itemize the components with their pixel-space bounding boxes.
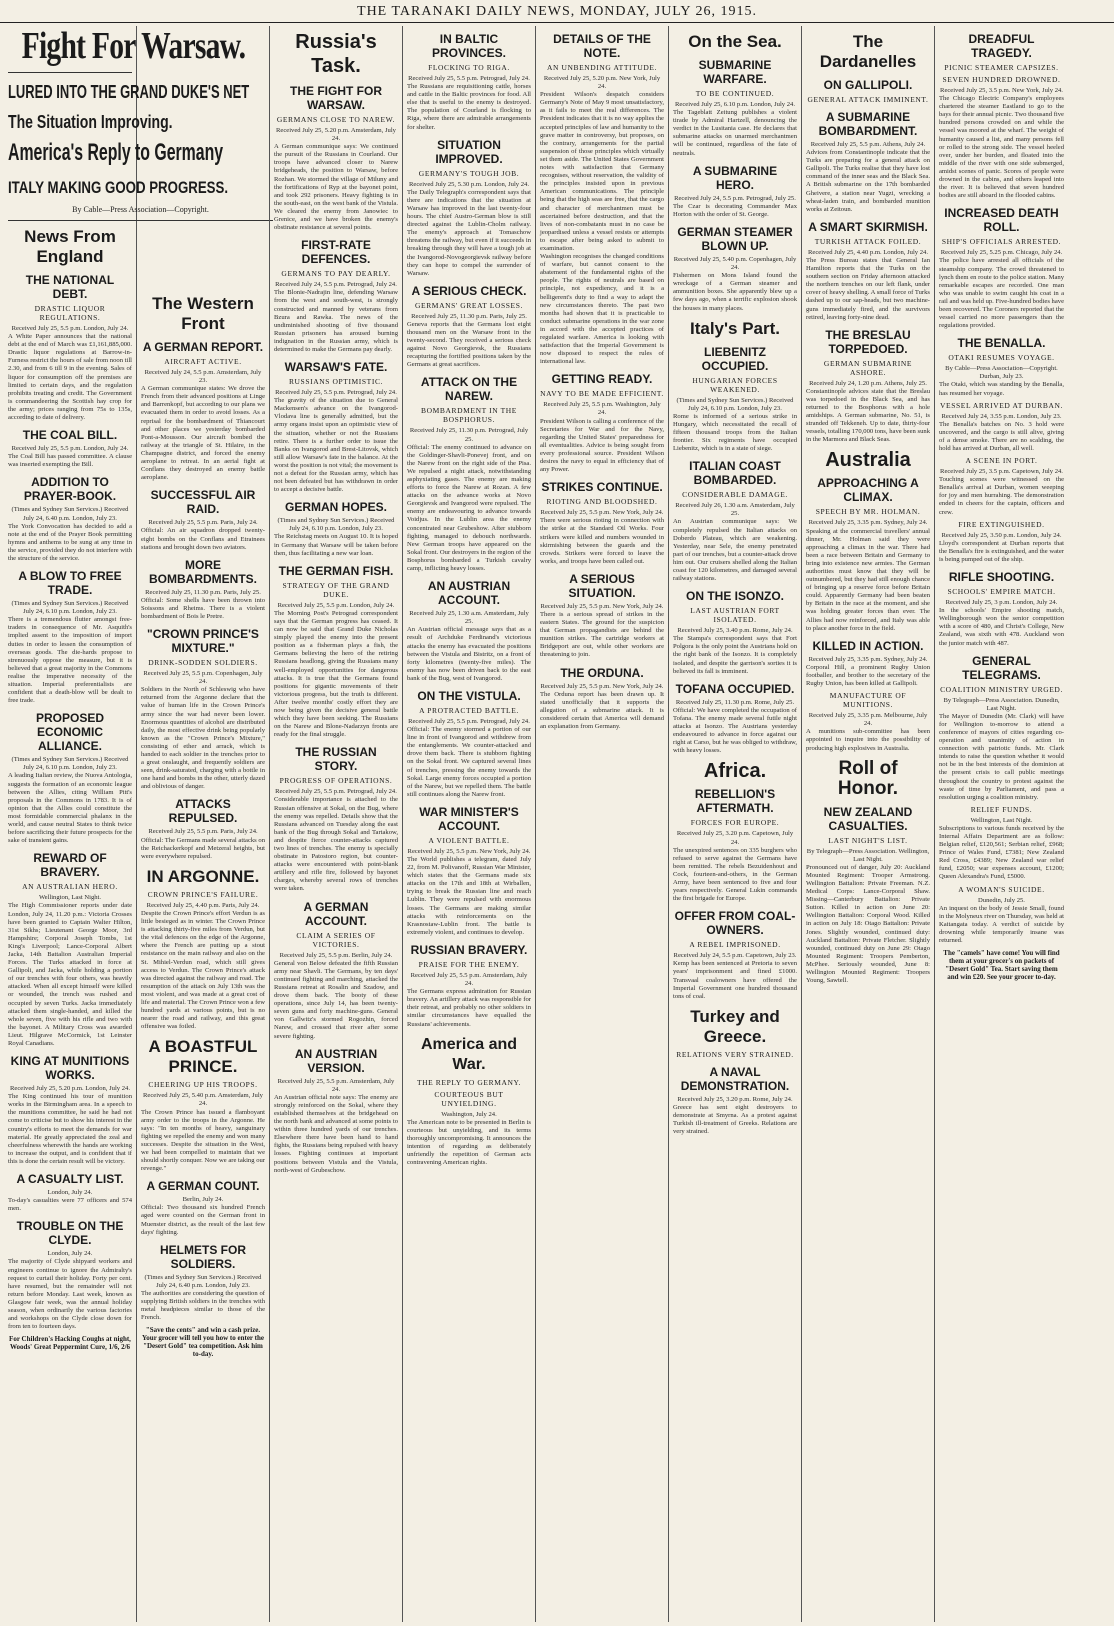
dateline: Received July 25, 5.5 p.m. Washington, July 24. <box>543 401 661 417</box>
section-title: Australia <box>825 449 911 472</box>
article-body: The World publishes a telegram, dated July 22, from M. Polivanoff, Russian War Minister, which states that the Germans made six attacks on the 17th and 18th at Wirballen, trying to break the Russian line and reach Lublin. They were repulsed with enormous losses. The Germans are making similar attacks with reinforcements on the Krasnostaw-Lublin front. The battle is extremely violent, and continues to develop. <box>407 856 531 936</box>
dateline: Received July 25, 5.40 p.m. Amsterdam, July 24. <box>143 1092 263 1108</box>
article-headline: THE NATIONAL DEBT. <box>25 273 115 301</box>
article-body: The Daily Telegraph's correspondent says that there are indications that the situation at Warsaw has improved in the last twenty-four hours. The chief Austro-German blow is still directed against the Lublin-Cholm railway. The enemy's approach at Tomaschow threatens the railway, but even if it succeeds in breaking through they will have a tough job at the Ivangorod-Novogeorgievsk railway before they can hope to compel the surrender of Warsaw. <box>407 188 531 277</box>
article-subhead: TO BE CONTINUED. <box>695 89 775 98</box>
article-subhead: FORCES FOR EUROPE. <box>690 818 780 828</box>
lead-deck-4: ITALY MAKING GOOD PROGRESS. <box>8 178 229 197</box>
article-subhead: VESSEL ARRIVED AT DURBAN. <box>940 400 1063 410</box>
dateline: Received July 25, 5.20 p.m. London, July 24. <box>10 1085 130 1093</box>
dateline: (Times and Sydney Sun Services.) Received July 24, 6.40 p.m. London, July 23. <box>144 1273 262 1289</box>
article-headline: GERMAN STEAMER BLOWN UP. <box>677 224 793 253</box>
dateline: Received July 25, 5.40 p.m. Copenhagen, July 24. <box>673 255 797 272</box>
article-body: Kemp has been sentenced at Pretoria to seven years' imprisonment and fined £1000. Transvaal coalowners have offered the Imperial Government one hundred thousand tons of coal. <box>673 960 797 1000</box>
article-body: Official: The Germans made several attacks on the Reichackerkopf and Metzeral heights, but were everywhere repulsed. <box>141 836 265 860</box>
section-title: America and War. <box>420 1035 518 1073</box>
dateline: Received July 25, 3 p.m. London, July 24. <box>945 599 1058 607</box>
dateline: Received July 25, 5.5 p.m. Petrograd, July 24. <box>275 389 397 397</box>
dateline: Received July 25, 5.20 p.m. Amsterdam, July 24. <box>276 127 396 143</box>
article-headline: SUBMARINE WARFARE. <box>698 58 772 86</box>
article-subhead: LAST AUSTRIAN FORT ISOLATED. <box>690 606 780 625</box>
article-subhead: GERMANY'S TOUGH JOB. <box>418 168 520 178</box>
article-body: Official: The enemy continued to advance on the Goldinger-Shavli-Ponevej front, and on the Narew front on the right side of the Pisa. We repulsed a night attack, notwithstanding asphyxiating gases. The enemy are making efforts to force the Narew at Rozan. A few attacks on the advance works at Novo Georgievsk and Ivangorod were repulsed. The enemy are endeavouring to advance towards Voidjus. In the Lublin area the enemy concentrated near Grubeshow. After stubborn fighting, managed to debouch northwards. New German troops have appeared on the Sokal front. Our destroyers in the region of the Bosphorus bombarded a Turkish cavalry camp, inflicting heavy losses. <box>407 443 531 573</box>
article-headline: "CROWN PRINCE'S MIXTURE." <box>147 627 259 656</box>
article-headline: ON THE VISTULA. <box>417 688 521 703</box>
lead-deck-2: The Situation Improving. <box>8 112 173 132</box>
article-headline: OFFER FROM COAL-OWNERS. <box>674 909 796 938</box>
article-headline: A BOASTFUL PRINCE. <box>148 1037 258 1077</box>
article-body: There were serious rioting in connection with the strike at the Standard Oil Works. Four strikers were killed and numbers wounded in skirmishing between the guards and the crowds. Strikers were forced to leave the works, and troops have been called out. <box>540 517 664 565</box>
article-body: The Benalla's batches on No. 3 hold were uncovered, and the cargo is still alive, giving of a dense smoke. There are no scalding, the hold has arrived at Durban, all well. <box>939 420 1064 452</box>
article-headline: ATTACKS REPULSED. <box>168 797 238 826</box>
dateline: Received July 25, 5.25 p.m. Chicago, July 24. <box>940 249 1063 257</box>
dateline: Received July 25, 5.5 p.m. Petrograd, July 24. <box>275 788 397 796</box>
article-subhead: A SCENE IN PORT. <box>965 456 1038 466</box>
dateline: Dunedin, July 25. <box>978 896 1025 904</box>
column-6 <box>669 26 802 1622</box>
dateline: Received July 25, 4.40 p.m. Paris, July 24. <box>146 901 260 909</box>
article-body: The authorities are considering the question of supplying British soldiers in the trenches with metal headpieces similar to those of the French. <box>141 1289 265 1322</box>
article-subhead: SPEECH BY MR. HOLMAN. <box>815 507 921 517</box>
dateline: By Cable—Press Association—Copyright. Durban, July 23. <box>945 365 1058 381</box>
article-body: Fishermen on Mons Island found the wreckage of a German steamer and ammunition boxes. She apparently blew up a few days ago, when a terrific explosion shook the houses in many places. <box>673 272 797 312</box>
dateline: Received July 25, 3.5 p.m. New York, July 24. <box>940 87 1063 94</box>
article-headline: INCREASED DEATH ROLL. <box>944 206 1059 235</box>
dateline: Received July 25, 5.5 p.m. Paris, July 24. <box>148 519 258 527</box>
article-headline: AN AUSTRIAN ACCOUNT. <box>427 579 511 608</box>
dateline: Received July 25, 5.5 p.m. London, July 24. <box>11 325 129 332</box>
article-body: A White Paper announces that the national debt at the end of March was £1,161,885,000. Drastic liquor regulations at Barrow-in-Furness restrict the hours of sale from noon till 2.30, and from 6 till 9 in the evening. Sales of liquor for consumption off the premises are limited to certain days, and the regulation prohibits treating and credit. The Government is commandeering the Scottish hay crop for the army; prices ranging from 75s to 135s, according to date of delivery. <box>8 333 132 422</box>
article-body: Advices from Constantinople indicate that the Turks are preparing for a general attack on Gallipoli. The Turks realise that they have lost command of the inner seas and the Black Sea. A British submarine on the 17th bombarded Gheivere, a station near Yugzi, wrecking a wheat-laden train, and bombarded munition works at Zeitoun. <box>806 149 930 213</box>
article-subhead: OTAKI RESUMES VOYAGE. <box>948 353 1055 363</box>
article-body: Pronounced out of danger, July 20: Auckland Mounted Regiment: Trooper Armstrong. Wellington Battalion: Private Freeman. N.Z. Medical Corps: Lance-Corporal Shaw. Missing—Canterbury Battalion: Private Sutton. Killed in action on June 20: Wellington Battalion: Corporal Wood. Killed in action on July 18: Otago Battalion: Private Jones. Slightly wounded, continued duty: Auckland Battalion: Private Fletcher. Slightly wounded, continued duty on June 29: Otago Mounted Regiment: Troopers Pemberton, McPhee. Seriously wounded, June 8: Wellington Mounted Regiment: Troopers Young, Sawtell. <box>806 863 930 985</box>
dateline: Received July 25, 5.5 p.m. New York, July 24. <box>540 682 664 690</box>
dateline: Received July 25, 11.30 p.m. Paris, July 25. <box>145 588 261 596</box>
article-headline: THE RUSSIAN STORY. <box>295 745 377 774</box>
article-subhead: COALITION MINISTRY URGED. <box>940 684 1063 694</box>
dateline: Received July 25, 3.5 p.m. Capetown, July 24. <box>940 468 1063 476</box>
article-headline: A GERMAN COUNT. <box>146 1179 260 1194</box>
article-subhead: DRINK-SODDEN SOLDIERS. <box>148 658 258 668</box>
article-body: The High Commissioner reports under date London, July 24, 11.20 p.m.: Victoria Crosses have been granted to Captain Walter Hilton, 31st Sikhs; Lieutenant George Moor, 3rd Hampshire; Corporal Joseph Tombs, 1st King's Liverpool; Lance-Corporal Albert Jacka, 14th Battalion Australian Imperial Forces. The Turks attacked in force at Gallipoli, and Jacka, while holding a portion of our trenches with four others, was heavily attacked. When all except himself were killed or wounded, the trench was rushed and occupied by seven Turks. Jacka immediately attacked them single-handed, and killed the whole seven, five with his rifle and two with the bayonet. A Military Cross was awarded Lieut. Hilgrave McCormick, 1st Leinster Royal Canadians. <box>8 902 132 1047</box>
dateline: Received July 25, 11.30 p.m. Rome, July 25. <box>675 698 795 706</box>
dateline: Received July 25, 4.40 p.m. London, July 24. <box>808 248 928 256</box>
article-subhead: CROWN PRINCE'S FAILURE. <box>147 889 259 899</box>
article-body: The Chicago Electric Company's employees chartered the steamer Eastland to go to the bays for their annual picnic. Two thousand five hundred persons crowded on and while the vessel was moored at the wharf. The weight of humanity caused a list, and many persons fell or rolled to the strong side. The vessel heeled over, under her burden, and floated into the middle of the river with one side submerged, amidst scenes of panic. Scores of people were drowned in the cabins, and others leaped into the river. It is believed that seven hundred bodies are still aboard in the flooded cabins. <box>939 95 1064 200</box>
dateline: Received July 24, 1.20 p.m. Athens, July 25. <box>809 379 927 387</box>
dateline: Received July 25, 11.30 p.m. Paris, July 25. <box>411 312 527 320</box>
column-5 <box>536 26 669 1622</box>
dateline: Received July 25, 1.30 a.m. Amsterdam, July 25. <box>409 610 529 626</box>
dateline: Received July 25, 5.5 p.m. London, July 24. <box>11 445 129 453</box>
article-headline: SITUATION IMPROVED. <box>435 137 503 166</box>
article-body: General von Below defeated the fifth Russian army near Shavli. The Germans, by ten days' continued fighting and marching, attacked the Russians retreat at Rosalin and Szadow, and drove them back. The booty of these operations, since July 14, has been twenty-seven guns and forty machine-guns. General von Gallwitz's stormed Rogozhin, forced Narew, and crossed that river after some severe fighting. <box>274 959 398 1040</box>
article-body: Lloyd's correspondent at Durban reports that the Benalla's fire is extinguished, and the water is being pumped out of the ship. <box>939 539 1064 563</box>
article-subhead: NAVY TO BE MADE EFFICIENT. <box>540 389 664 399</box>
article-body: The Czar is decorating Commander Max Horton with the order of St. George. <box>673 202 797 218</box>
article-body: Rome is informed of a serious strike in Hungary, which necessitated the recall of fifteen thousand troops from the Italian frontier. Six regiments have occupied Liebenitz, which is in a state of siege. <box>673 412 797 453</box>
article-subhead: PROGRESS OF OPERATIONS. <box>279 776 393 786</box>
article-body: Official: An air squadron dropped twenty-eight bombs on the Conflans and Etrainees stations and brought down two aviators. <box>141 527 265 551</box>
column-4 <box>403 26 536 1622</box>
article-headline: RUSSIAN BRAVERY. <box>410 942 528 957</box>
article-body: Washington recognises the changed conditions of warfare, but cannot consent to the abatement of the fundamental rights of the people. The rights of neutrals are based on principle, not expediency, and it is a belligerent's duty to find a way to adapt the new circumstances thereto. The past two months had shown that it is practicable to conduct submarine operations in the war zone in accord with the accepted practices of regulated warfare. America is looking with satisfaction that the Imperial Government is now disposed to respect the rules of international law. <box>540 253 664 366</box>
article-body: There is a serious spread of strikes in the eastern States. The ground for the suspicion that German propagandists are behind the munition strikes. The cartridge workers at Bridgeport are out, while other workers are threatening to join. <box>540 610 664 659</box>
article-body: There is a tremendous flutter amongst free-traders in consequence of Mr. Asquith's implied assent to the imposition of import duties in order to lessen the consumption of overseas goods. The die-hards propose to strenuously oppose the measure, but it is believed that a great majority in the Commons realise the imperative necessity of the situation. Imperial preferentialists are confident that a death-blow will be dealt to free trade. <box>8 616 132 705</box>
article-subhead: THE REPLY TO GERMANY. <box>416 1077 522 1087</box>
article-headline: GERMAN HOPES. <box>284 500 387 515</box>
section-title: On the Sea. <box>688 32 782 51</box>
article-subhead: GERMANS CLOSE TO NAREW. <box>276 115 396 124</box>
section-title: Africa. <box>703 760 767 783</box>
dateline: Received July 25, 5.5 p.m. New York, July 24. <box>540 602 664 610</box>
article-headline: NEW ZEALAND CASUALTIES. <box>823 804 913 833</box>
article-headline: THE ORDUNA. <box>560 665 644 680</box>
article-body: To-day's casualties were 77 officers and 574 men. <box>8 1197 132 1213</box>
lead-deck-1: LURED INTO THE GRAND DUKE'S NET <box>8 82 250 102</box>
dateline: Received July 25, 5.5 p.m. Amsterdam, July 24. <box>277 1077 395 1093</box>
article-headline: STRIKES CONTINUE. <box>541 480 663 495</box>
article-headline: TROUBLE ON THE CLYDE. <box>16 1219 124 1248</box>
article-body: The majority of Clyde shipyard workers and engineers continue to ignore the Admiralty's request to curtail their holiday. Forty per cent. have resumed, but the remainder will not return before Monday. Last week, known as Glasgow fair week, was the annual holiday season, when ordinarily the various factories and workshops on the Clyde close down for from ten to fourteen days. <box>8 1258 132 1331</box>
article-body: A munitions sub-committee has been appointed to inquire into the possibility of producing high explosives in Australia. <box>806 728 930 752</box>
article-subhead: FLOCKING TO RIGA. <box>428 63 510 72</box>
dateline: Received July 25, 5.20 p.m. New York, July 24. <box>543 75 661 91</box>
dateline: London, July 24. <box>47 1189 93 1197</box>
lead-deck-3: America's Reply to Germany <box>8 139 224 166</box>
article-subhead: FIRE EXTINGUISHED. <box>958 519 1045 529</box>
article-subhead: GERMAN SUBMARINE ASHORE. <box>823 358 913 377</box>
article-body: Official: Two thousand six hundred French aged were counted on the German front in Muenster district, as the result of the last few days' fighting. <box>141 1204 265 1236</box>
article-body: The Russians are requisitioning cattle, horses and cattle in the Baltic provinces for food. All else that is useful to the enemy is destroyed. The population of Courland is flocking to Riga, where there are admirable arrangements for shelter. <box>407 83 531 131</box>
article-subhead: A REBEL IMPRISONED. <box>689 940 781 950</box>
section-title: Roll of Honor. <box>837 757 899 799</box>
dateline: Received July 25, 6.10 p.m. London, July 24. <box>675 101 795 108</box>
article-headline: ITALIAN COAST BOMBARDED. <box>689 459 781 488</box>
article-body: An Austrian official message says that as a result of Archduke Ferdinand's victorious attacks the enemy has evacuated the positions between the Vistula and Bistritz, on a front of forty kilometres (twenty-five miles). The enemy has now been driven back to the east bank of the Bug, west of Ivangorod. <box>407 626 531 682</box>
article-headline: REBELLION'S AFTERMATH. <box>694 787 776 816</box>
article-headline: THE FIGHT FOR WARSAW. <box>290 84 382 112</box>
dateline: Received July 24, 5.5 p.m. Petrograd, July 24. <box>275 281 397 289</box>
article-body: Constantinople advices state that the Breslau was torpedoed in the Black Sea, and has returned to the Bosphorus with a hole amidships. A German submarine, No. 51, is stranded off Tekkeneh. Up to date, thirty-four vessels, totalling 170,000 tons, have been sunk in the Marmora and Black Seas. <box>806 387 930 444</box>
article-headline: DETAILS OF THE NOTE. <box>553 32 651 60</box>
article-headline: THE BENALLA. <box>957 336 1046 351</box>
article-body: Greece has sent eight destroyers to demonstrate at Smyrna. As a protest against Turkish ill-treatment of Greeks. Relations are very strained. <box>673 1103 797 1136</box>
article-body: A leading Italian review, the Nuova Antologia, suggests the formation of an economic league between the Allies, citing William Pitt's proposals in the Commons in 1783. It is of opinion that the Allies could constitute the most formidable commercial phalanx in the world, and cause neutral States to think twice before sacrificing their future prospects for the sake of transient gains. <box>8 772 132 845</box>
dateline: (Times and Sydney Sun Services.) Received July 24, 6.40 p.m. London, July 23. <box>11 506 129 522</box>
article-headline: ADDITION TO PRAYER-BOOK. <box>23 475 117 504</box>
article-body: The Stampa's correspondent says that Fort Polgora is the only point the Austrians hold on the right bank of the Isonzo. It is completely isolated, and despite the garrison's sorties it is believed its fall is imminent. <box>673 635 797 675</box>
article-body: Official: The enemy stormed a portion of our line in front of Ivangorod and withdrew from the entanglements. We counter-attacked and drove them back. There is stubborn fighting on the Sokal front. We captured several lines of trenches, pressing the enemy towards the Sokal. Large enemy forces occupied a portion of the Narew, but we repelled them. The battle still continues along the Narew front. <box>407 726 531 798</box>
article-subhead: COURTEOUS BUT UNYIELDING. <box>434 1089 504 1108</box>
article-subhead: STRATEGY OF THE GRAND DUKE. <box>282 580 390 599</box>
article-subhead: CHEERING UP HIS TROOPS. <box>148 1080 258 1090</box>
article-body: The Otaki, which was standing by the Benalla, has resumed her voyage. <box>939 381 1064 397</box>
article-subhead: A WOMAN'S SUICIDE. <box>958 884 1045 894</box>
divider <box>8 72 132 73</box>
article-headline: A GERMAN ACCOUNT. <box>303 899 369 928</box>
article-subhead: CONSIDERABLE DAMAGE. <box>682 490 788 500</box>
dateline: Wellington, Last Night. <box>38 894 102 902</box>
article-body: The Blonie-Nadrajin line, defending Warsaw from the west and south-west, is strongly constructed and manned by veterans from Bzura and Rawka. The news of the undiminished shooting of five thousand Russian prisoners has aroused burning indignation in the Russian army, which is determined to make the Germans pay dearly. <box>274 289 398 353</box>
article-headline: HELMETS FOR SOLDIERS. <box>160 1242 246 1271</box>
dateline: Received July 25, 5.5 p.m. Berlin, July 24. <box>279 951 393 959</box>
article-body: Geneva reports that the Germans lost eight thousand men on the Warsaw front in the twenty-second. They received a serious check against Novo Georgievsk, the Russians recapturing the fortified positions taken by the Germans at great sacrifices. <box>407 320 531 369</box>
article-subhead: A PROTRACTED BATTLE. <box>419 705 519 715</box>
article-body: The police have arrested all officials of the steamship company. The crowd threatened to lynch them en route to the police station. Many remarkable escapes are recorded. One man who was unable to swim caught his coat in a rail and was held up. Five-hundred bodies have been recovered. The Coroners reported that the vessel carried no more passengers than the regulations provided. <box>939 257 1064 330</box>
article-headline: GENERAL TELEGRAMS. <box>962 653 1041 682</box>
article-subhead: SCHOOLS' EMPIRE MATCH. <box>947 587 1056 597</box>
dateline: Received July 25, 3.20 p.m. Capetown, July 24. <box>676 830 794 846</box>
dateline: Received July 24, 5.5 p.m. Capetown, July 23. <box>673 952 797 960</box>
section-title: Turkey and Greece. <box>690 1006 780 1046</box>
article-subhead: CLAIM A SERIES OF VICTORIES. <box>296 930 376 949</box>
section-title: Italy's Part. <box>689 318 781 338</box>
article-headline: TOFANA OCCUPIED. <box>675 681 795 696</box>
dateline: Received July 25, 5.5 p.m. London, July 24. <box>277 601 395 609</box>
article-headline: A NAVAL DEMONSTRATION. <box>680 1064 790 1093</box>
dateline: Received July 25, 5.5 p.m. New York, July 24. <box>540 509 664 517</box>
article-body: The American note to be presented in Berlin is courteous but unyielding, and its terms thoroughly uncompromising. It announces the intention of regarding as deliberately unfriendly the repetition of German acts contravening American rights. <box>407 1118 531 1167</box>
article-subhead: HUNGARIAN FORCES WEAKENED. <box>692 375 778 394</box>
dateline: Received July 26, 1.30 a.m. Amsterdam, July 25. <box>675 502 795 518</box>
article-subhead: A VIOLENT BATTLE. <box>428 835 510 845</box>
article-subhead: AN UNBENDING ATTITUDE. <box>546 63 658 72</box>
dateline: (Times and Sydney Sun Services.) Received July 24, 6.10 p.m. London, July 23. <box>11 756 129 772</box>
lead-byline: By Cable—Press Association—Copyright. <box>72 205 209 214</box>
article-headline: THE BRESLAU TORPEDOED. <box>825 327 911 356</box>
dateline: Received July 25, 5.5 p.m. Petrograd, July 24. <box>408 75 530 82</box>
advertisement: For Children's Hacking Coughs at night, Woods' Great Peppermint Cure, 1/6, 2/6 <box>9 1335 131 1352</box>
article-headline: A GERMAN REPORT. <box>142 340 264 354</box>
article-subhead: RIOTING AND BLOODSHED. <box>546 497 658 507</box>
dateline: Received July 25, 3.35 p.m. Melbourne, July 24. <box>808 712 928 728</box>
dateline: Received July 25, 5.30 p.m. London, July 24. <box>409 180 529 188</box>
article-headline: ON THE ISONZO. <box>685 589 784 604</box>
article-headline: REWARD OF BRAVERY. <box>33 851 107 880</box>
article-subhead: AIRCRAFT ACTIVE. <box>164 357 242 366</box>
article-body: The Germans express admiration for Russian bravery. An artillery attack was responsible for their retreat, and probably no other soldiers in similar circumstances have equalled the Russians' achievements. <box>407 988 531 1028</box>
article-body: Speaking at the commercial travellers' annual dinner, Mr. Holman said they were approaching a climax in the war. There had been a race between Britain and Germany to bring into existence new armies. The German authorities must know that they will be outnumbered, but they had still enough chance of bringing up a reserve force before Britain could. Apparently Germany had been beaten by Britain in the race at the moment, and she was holding greater forces than ever. The Allies had now reinforced, and Italy was able to place another force in the field. <box>806 527 930 632</box>
dateline: (Times and Sydney Sun Services.) Received July 24, 6.10 p.m. London, July 23. <box>277 517 395 533</box>
article-body: President Wilson's despatch considers Germany's Note of May 9 most unsatisfactory, as it fails to meet the real differences. The President indicates that it is no way applies the accepted principles of law and humanity to the grave matter in controversy, but proposes, on the contrary, arrangements for the partial suspension of those principles which virtually set them aside. The United States Government notes with satisfaction that Germany recognises, without reservation, the validity of the principles insisted upon in previous American communications. The principle being that the high seas are free, that the cargo and character of merchantmen must be ascertained before destruction, and that the lives of non-combatants must in no case be jeopardised unless a vessel resists or attempts to escape after being asked to submit to examination. <box>540 91 664 252</box>
article-headline: AN AUSTRIAN VERSION. <box>294 1046 378 1075</box>
article-body: The York Convocation has decided to add a note at the end of the Prayer Book permitting hymns and anthems to be sung at any time in the service, provided they do not interfere with the structure of the service. <box>8 522 132 562</box>
article-subhead: PRAISE FOR THE ENEMY. <box>418 959 520 969</box>
section-title: The Dardanelles <box>819 32 917 71</box>
article-body: The gravity of the situation due to General Mackensen's advance on the Ivangorod-Vlodava line is generally admitted, but the army organs insist upon an optimistic view of the situation, whether or not the Russians retire. There is a further order to issue the Banks on Ivangorod and Brest-Litovsk, which still allow Warsaw's fate in the balance. At the worst the position is not vital; the movement is not a defeat for the Russian army, which has not been defeated but has withdrawn in order to accept a decisive battle. <box>274 397 398 494</box>
article-body: A German communique says: We continued the pursuit of the Russians in Courland. Our troops have advanced closer to Narew bridgeheads, the position to Warsaw, before Rozhan. We stormed the village of Miluny and the fortifications of Ryp at the bayonet point, and took 292 prisoners. Heavy fighting is in the south-east, on the west bank of the Vistula. We cleared the enemy from Janowiec to Grenice, and we have broken the enemy's obstinate resistance at several points. <box>274 143 398 232</box>
column-8 <box>935 26 1068 1622</box>
column-3 <box>270 26 403 1622</box>
column-2 <box>137 26 270 1622</box>
article-body: President Wilson is calling a conference of the Secretaries for War and for the Navy, regarding the United States' preparedness for all eventualities. Advice is being sought from every professional source. President Wilson desires the navy to equal in efficiency that of any Power. <box>540 417 664 474</box>
dateline: Wellington, Last Night. <box>970 816 1033 824</box>
article-subhead: RELIEF FUNDS. <box>970 804 1033 814</box>
dateline: Received July 25, 5.5 p.m. Athens, July 24. <box>810 141 926 148</box>
article-headline: THE GERMAN FISH. <box>278 563 394 578</box>
article-headline: ON GALLIPOLI. <box>823 78 913 92</box>
dateline: Received July 25, 3.50 p.m. London, July 24. <box>941 531 1062 539</box>
dateline: Received July 25, 5.5 p.m. New York, July 24. <box>407 847 531 855</box>
article-headline: A SERIOUS SITUATION. <box>568 571 636 600</box>
article-subhead: GENERAL ATTACK IMMINENT. <box>807 95 929 104</box>
article-headline: A SUBMARINE BOMBARDMENT. <box>818 110 918 138</box>
column-7 <box>802 26 935 1622</box>
article-headline: FIRST-RATE DEFENCES. <box>301 238 371 267</box>
article-headline: IN BALTIC PROVINCES. <box>431 32 506 60</box>
article-subhead: MANUFACTURE OF MUNITIONS. <box>829 691 907 710</box>
article-body: In the schools' Empire shooting match, Wellingborough won the senior competition with a score of 480, and Christ's College, New Zealand, was sixth with 478. Auckland won the junior match with 487. <box>939 607 1064 647</box>
article-headline: DREADFUL TRAGEDY. <box>968 32 1035 60</box>
dateline: By Telegraph—Press Association. Wellington, Last Night. <box>806 847 930 863</box>
article-subhead: PICNIC STEAMER CAPSIZES. <box>944 63 1059 72</box>
article-body: Considerable importance is attached to the Russian offensive at Sokal, on the Bug, where the enemy was repelled. Details show that the Russians advanced on Tuesday along the east bank of the Bug through Sokal and Tartakow, and despite fierce counter-attacks captured two lines of trenches. The enemy is specially obstinate in Patostoro region, but counter-attacks were encountered with point-blank artillery and rifle fire, followed by bayonet charges, whereby several rows of trenches were taken. <box>274 796 398 893</box>
article-headline: A CASUALTY LIST. <box>16 1172 124 1187</box>
article-headline: LIEBENITZ OCCUPIED. <box>701 344 769 373</box>
article-headline: IN ARGONNE. <box>146 866 260 886</box>
dateline: Received July 25, 3.35 p.m. Sydney, July 24. <box>808 519 928 527</box>
article-body: An Austrian communique says: We completely repulsed the Italian attacks on Doberdo Plateau, which are weakening. Yesterday, near Sele, the enemy penetrated part of our trenches, but a counter-attack drove him out. Our cruisers shelled along the Italian coast for 120 kilometres, and damaged several railway stations. <box>673 518 797 583</box>
article-subhead: DRASTIC LIQUOR REGULATIONS. <box>34 304 106 322</box>
dateline: (Times and Sydney Sun Services.) Received July 24, 6.10 p.m. London, July 23. <box>11 600 129 616</box>
article-headline: WARSAW'S FATE. <box>284 360 388 375</box>
article-headline: APPROACHING A CLIMAX. <box>817 476 919 505</box>
article-body: The King continued his tour of munition works in the Birmingham area. In a speech to the munitions committee, he said he had not come to criticise but to show his interest in the country's efforts to meet the demands for war material. He greatly appreciated the zeal and cheerfulness wherewith the hands are working to increase the output, and is confident that if this is done the certain result will be victory. <box>8 1093 132 1165</box>
article-headline: WAR MINISTER'S ACCOUNT. <box>419 804 519 833</box>
dateline: Received July 24, 5.5 p.m. Petrograd, July 25. <box>674 194 796 202</box>
dateline: Received July 25, 5.5 p.m. Petrograd, July 24. <box>408 717 530 725</box>
article-body: Despite the Crown Prince's effort Verdun is as little besieged as in winter. The Crown Prince is attacking thirty-five miles from Verdun, but the vital defences on the edge of the Argonne, where the French are putting up a stout resistance on the main railway and also on the St. Mihiel-Verdun road, which still gives access to Verdun. The Crown Prince's attack was directed against the railway and road. The resumption of the attack on July 13th was the most violent, and was made at a great cost of life and material. The Crown Prince won a few hundred yards at various points, but is no nearer the road and railway, and this great offensive was foiled. <box>141 909 265 1031</box>
article-headline: A BLOW TO FREE TRADE. <box>18 569 122 598</box>
dateline: Received July 25, 5.5 p.m. Copenhagen, July 24. <box>143 670 263 686</box>
article-body: The Crown Prince has issued a flamboyant army order to the troops in the Argonne. He says: "In ten months of heavy, sanguinary fighting we repelled the enemy and won many successes. Despite the situation in the West, we had been compelled to maintain that we should shortly conquer. Now we are taking our revenge." <box>141 1108 265 1173</box>
advertisement: "Save the cents" and win a cash prize. Your grocer will tell you how to enter the "Desert Gold" tea competition. Ask him to-day. <box>142 1326 264 1359</box>
article-subhead: RUSSIANS OPTIMISTIC. <box>288 377 384 387</box>
article-body: Corporal Hill, a prominent Rugby Union footballer, and brother to the secretary of the Rugby Union, has been killed at Gallipoli. <box>806 663 930 688</box>
dateline: Received July 25, 3.40 p.m. Rome, July 24. <box>677 627 793 635</box>
article-body: The Reichstag meets on August 10. It is hoped in Germany that Warsaw will be taken before then, thus facilitating a new war loan. <box>274 533 398 557</box>
dateline: Washington, July 24. <box>441 1110 497 1118</box>
article-body: Soldiers in the North of Schleswig who have returned from the Argonne declare that the value of human life in the Crown Prince's army since the war had never been lower. Enormous quantities of alcohol are distributed daily, the most effective drink being popularly known as the "Crown Prince's Mixture," consisting of ether and arrack, which is handed to each soldier in the trenches prior to a great onslaught, and frequently soldiers are seen, drink-saturated, charging with a bottle in one hand and bombs in the other, utterly dazed and oblivious of danger. <box>141 686 265 791</box>
article-headline: A SERIOUS CHECK. <box>411 283 527 298</box>
article-body: An Austrian official note says: The enemy are strongly reinforced on the Sokal, where they established themselves at the bridgehead on the north bank and advanced at some points to within three hundred yards of our trenches. Elsewhere there have been hand to hand fights, the Russians being repulsed with heavy losses. Fighting continues at important positions between Vistula and the Vistula, north-west of Grubeschow. <box>274 1093 398 1174</box>
dateline: Received July 24, 5.5 p.m. Amsterdam, July 23. <box>144 369 262 385</box>
article-body: The Mayor of Dunedin (Mr. Clark) will have for Wellington to-morrow to attend a conference of mayors of cities regarding co-operation and unanimity of action in connection with patriotic funds. Mr. Clark intends to raise the question whether it would not be in the best interests of the dominion at the present crisis to call public meetings throughout the country to protest against the waste of time by Parliament, and pass a resolution urging a coalition ministry. <box>939 712 1064 801</box>
article-headline: KING AT MUNITIONS WORKS. <box>10 1054 130 1083</box>
article-body: The Morning Post's Petrograd correspondent says that the German progress has ceased. It can now be said that Grand Duke Nicholas simply played the enemy into the present position as a fisherman plays a fish, the Germans believing the hero of the retiring Russians headlong, giving the Russians many well-employed opportunities for dangerous attacks. It is true that the Germans found positions for gigantic movements of their victorious progress, but the truth is different. After twelve months' costly effort they are now being given the decisive general battle which they have been seeking. The Russians on the Narew and Blone-Nadarzyn fronts are ready for the final struggle. <box>274 609 398 739</box>
dateline: London, July 24. <box>47 1250 93 1258</box>
article-subhead: SEVEN HUNDRED DROWNED. <box>942 75 1061 84</box>
article-subhead: RELATIONS VERY STRAINED. <box>676 1049 794 1059</box>
article-subhead: BOMBARDMENT IN THE BOSPHORUS. <box>421 406 517 425</box>
article-subhead: GERMANS TO PAY DEARLY. <box>281 269 391 279</box>
article-body: The Press Bureau states that General Ian Hamilton reports that the Turks on the southern section on Friday afternoon attacked the northern trenches on our left flank, under cover of heavy shelling. A small force of Turks dashed up to our sap-heads, but two machine-guns immediately fired, and the survivors retired, leaving forty-nine dead. <box>806 256 930 321</box>
dateline: Berlin, July 24. <box>182 1196 224 1204</box>
section-title: Russia's Task. <box>295 31 377 77</box>
article-subhead: GERMANS' GREAT LOSSES. <box>415 300 523 310</box>
article-body: Official: Some shells have been thrown into Soissons and Rheims. There is a violent bombardment of Bois le Pretre. <box>141 596 265 620</box>
dateline: Received July 25, 5.5 p.m. Paris, July 24. <box>148 828 258 836</box>
masthead: THE TARANAKI DAILY NEWS, MONDAY, JULY 26, 1915. <box>0 4 1114 23</box>
article-headline: A SUBMARINE HERO. <box>692 163 778 192</box>
dateline: Received July 25, 5.5 p.m. Amsterdam, July 24. <box>410 971 528 988</box>
article-body: Subscriptions to various funds received by the Internal Affairs Department are as follow: Belgian relief, £120,561; Serbian relief, £968; Prince of Wales Fund, £7381; New Zealand Red Cross, £4389; New Zealand war relief fund, £2050; war expenses account, £1200; Queen Alexandra's Fund, £5000. <box>939 824 1064 881</box>
advertisement: The "camels" have come! You will find them at your grocer's on packets of "Desert Gold" Tea. Start saving them and win £20. See your grocer to-day. <box>943 949 1060 982</box>
article-subhead: SHIP'S OFFICIALS ARRESTED. <box>941 237 1062 247</box>
article-headline: ATTACK ON THE NAREW. <box>420 375 518 404</box>
article-body: An inquest on the body of Jessie Small, found in the Molyneux river on Thursday, was held at Kaitangata today. A verdict of suicide by drowning while temporarily insane was returned. <box>939 904 1064 945</box>
article-headline: PROPOSED ECONOMIC ALLIANCE. <box>35 711 104 754</box>
article-headline: RIFLE SHOOTING. <box>948 570 1055 585</box>
article-body: The Orduna report has been drawn up. It stated unofficially that it supports the allegation of a submarine attack. It is considered certain that America will demand an explanation from Germany. <box>540 690 664 730</box>
dateline: Received July 24, 3.55 p.m. London, July 23. <box>941 412 1062 420</box>
article-headline: SUCCESSFUL AIR RAID. <box>150 488 256 517</box>
dateline: Received July 25, 3.20 p.m. Rome, July 24. <box>677 1095 793 1103</box>
article-subhead: LAST NIGHT'S LIST. <box>828 835 908 845</box>
article-body: The Coal Bill has passed committee. A clause was inserted exempting the Bill. <box>8 453 132 469</box>
article-headline: MORE BOMBARDMENTS. <box>149 557 257 586</box>
article-body: Touching scenes were witnessed on the Benalla's arrival at Durban, women weeping for joy and men hurrahing. The demonstration ended in cheers for the captain, officers and crew. <box>939 476 1064 516</box>
article-headline: THE COAL BILL. <box>22 428 118 443</box>
section-title: The Western Front <box>152 294 254 333</box>
section-title: News From England <box>24 227 116 266</box>
article-subhead: TURKISH ATTACK FOILED. <box>814 236 922 246</box>
article-headline: KILLED IN ACTION. <box>812 638 924 653</box>
article-subhead: AN AUSTRALIAN HERO. <box>22 882 118 892</box>
article-headline: A SMART SKIRMISH. <box>808 219 928 234</box>
dateline: Received July 25, 11.30 p.m. Petrograd, July 25. <box>409 427 529 443</box>
columns <box>4 26 1110 1622</box>
dateline: (Times and Sydney Sun Services.) Received July 24, 6.10 p.m. London, July 23. <box>676 396 794 412</box>
dateline: Received July 25, 3.35 p.m. Sydney, July 24. <box>808 655 928 663</box>
article-body: A German communique states: We drove the French from their advanced positions at Linge and Barrenkopf, but according to our plans we evacuated them in order to avoid losses. As a reprisal for the bombardment of Thiancourt and other places we yesterday bombarded Pont-a-Mousson. Our aircraft bombed the railway at the triangle of St. Hilaire, in the Champagne district, and forced the enemy aeroplane to retreat. In an aerial fight at Conflans they destroyed an enemy battle aeroplane. <box>141 385 265 482</box>
dateline: By Telegraph—Press Association. Dunedin, Last Night. <box>943 696 1060 712</box>
article-body: The unexpired sentences on 335 burghers who refused to serve against the Germans have been remitted. The rebels Bezuidenhout and Cock, fourteen-and-others, in the German Army, have been sentenced to five and four years respectively. General Lukin commands the first brigade for Europe. <box>673 846 797 903</box>
article-headline: GETTING READY. <box>551 372 653 387</box>
article-body: The Tageblatt Zeitung publishes a violent tirade by Admiral Hartzell, denouncing the verdict in the Lusitania case. He declares that submarine attacks on unarmed merchantmen will be continued, regardless of the fate of neutrals. <box>673 109 797 157</box>
article-body: Official: We have completed the occupation of Tofana. The enemy made several futile night attacks at Isonzo. The Austrians yesterday endeavoured to advance in force against our right at Carso, but he was obliged to withdraw, with heavy losses. <box>673 706 797 755</box>
lead-title: Fight For Warsaw. <box>21 25 246 67</box>
